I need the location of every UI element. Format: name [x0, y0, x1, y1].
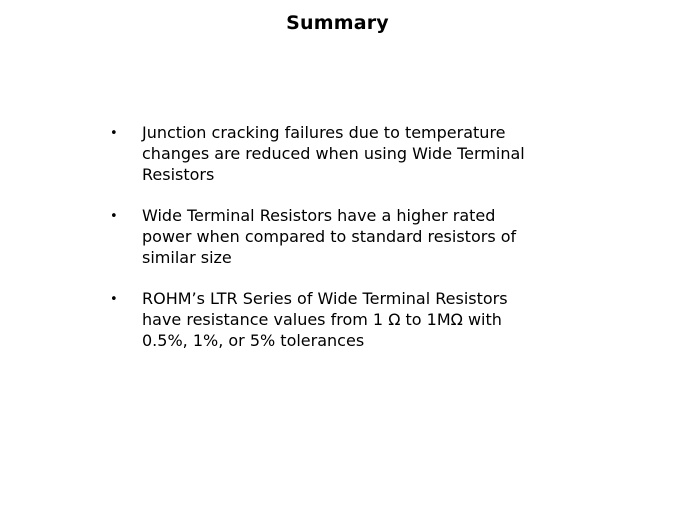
bullet-item-junction-cracking: [110, 122, 570, 185]
slide-title: Summary: [286, 12, 389, 34]
bullet-text: ROHM’s LTR Series of Wide Terminal Resistors have resistance values from 1 Ω to 1MΩ with 0.5%, 1%, or 5% tolerances: [142, 289, 508, 350]
bullet-item-ltr-series: [110, 288, 570, 351]
bullet-marker: •: [110, 209, 118, 224]
bullet-marker: •: [110, 126, 118, 141]
bullet-text: Wide Terminal Resistors have a higher rated power when compared to standard resistors of similar size: [142, 206, 517, 267]
bullet-marker: •: [110, 292, 118, 307]
bullet-item-rated-power: [110, 205, 570, 268]
bullet-list: [110, 122, 570, 371]
bullet-text: Junction cracking failures due to temperature changes are reduced when using Wide Terminal Resistors: [142, 123, 525, 184]
